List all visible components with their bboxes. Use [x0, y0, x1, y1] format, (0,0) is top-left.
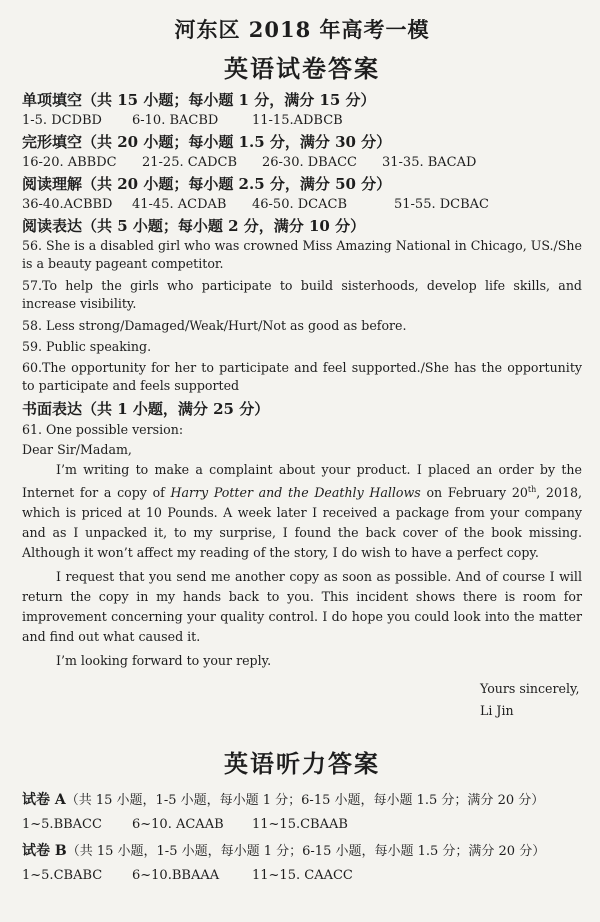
- answer-group: 31-35. BACAD: [382, 155, 477, 170]
- page-title: 河东区 2018 年高考一模: [174, 17, 430, 42]
- paper-a-rule: （共 15 小题，1-5 小题，每小题 1 分；6-15 小题，每小题 1.5 分；满分 20 分）: [65, 793, 545, 809]
- writing-section: [22, 399, 582, 721]
- reading-expression-section: [22, 216, 582, 395]
- single-choice-answers: [22, 111, 582, 131]
- paper-b-answers: [22, 865, 582, 887]
- reading-answers: [22, 195, 582, 215]
- paper-a-answers: [22, 814, 582, 836]
- letter-closing: Yours sincerely,: [480, 681, 580, 697]
- single-choice-section: [22, 90, 582, 131]
- answer-group: 41-45. ACDAB: [132, 197, 227, 212]
- book-title: Harry Potter and the Deathly Hallows: [170, 485, 421, 501]
- answer-group: 26-30. DBACC: [262, 155, 357, 170]
- answer-item-59: 59. Public speaking.: [22, 339, 152, 354]
- answer-group: 1~5.CBABC: [22, 868, 103, 884]
- letter-text: I’m writing to make a complaint about your product. I placed an order by the Internet for a copy of: [22, 462, 582, 501]
- answer-group: 6~10. ACAAB: [132, 817, 224, 833]
- paper-a-label: 试卷 A: [22, 792, 66, 809]
- answer-group: 6-10. BACBD: [132, 113, 219, 128]
- single-choice-heading: 单项填空（共 15 小题；每小题 1 分，满分 15 分）: [22, 91, 376, 109]
- answer-item-60: 60.The opportunity for her to participate and feel supported./She has the opportunity to participate and feels supported: [22, 360, 582, 393]
- writing-intro: 61. One possible version:: [22, 422, 184, 437]
- paper-b-rule: （共 15 小题，1-5 小题，每小题 1 分；6-15 小题，每小题 1.5 分；满分 20 分）: [66, 844, 546, 860]
- answer-group: 11~15. CAACC: [252, 868, 353, 884]
- answer-group: 11~15.CBAAB: [252, 817, 348, 833]
- page-subtitle: 英语试卷答案: [224, 54, 380, 83]
- paper-b-heading: [22, 840, 582, 863]
- cloze-answers: [22, 153, 582, 173]
- answer-item-56: 56. She is a disabled girl who was crowned Miss Amazing National in Chicago, US./She is a beauty pageant competitor.: [22, 238, 582, 271]
- reading-expression-heading: 阅读表达（共 5 小题；每小题 2 分，满分 10 分）: [22, 217, 366, 235]
- answer-group: 1~5.BBACC: [22, 817, 102, 833]
- letter-text: , 2018, which is priced at 10 Pounds. A week later I received a package from your company and as I unpacked it, to my surprise, I found the back cover of the book missing. Although it won’t affect my reading of the story, I do wish to have a perfect copy.: [22, 485, 582, 561]
- answer-group: 46-50. DCACB: [252, 197, 347, 212]
- listening-section: [22, 747, 582, 887]
- answer-group: 6~10.BBAAA: [132, 868, 220, 884]
- writing-heading: 书面表达（共 1 小题，满分 25 分）: [22, 400, 270, 418]
- answer-group: 51-55. DCBAC: [394, 197, 489, 212]
- answer-group: 1-5. DCDBD: [22, 113, 102, 128]
- paper-b-label: 试卷 B: [22, 843, 67, 860]
- letter-salutation: Dear Sir/Madam,: [22, 442, 132, 457]
- listening-title: 英语听力答案: [224, 749, 380, 779]
- answer-group: 21-25. CADCB: [142, 155, 237, 170]
- answer-group: 11-15.ADBCB: [252, 113, 343, 128]
- letter-text: on February 20: [420, 485, 528, 501]
- letter-paragraph-1: [22, 460, 582, 563]
- answer-group: 36-40.ACBBD: [22, 197, 113, 212]
- cloze-heading: 完形填空（共 20 小题；每小题 1.5 分，满分 30 分）: [22, 133, 392, 151]
- reading-section: [22, 174, 582, 215]
- letter-paragraph-2: I request that you send me another copy as soon as possible. And of course I will return the copy in my hands back to you. This incident shows there is room for improvement concerning your quality control. I do hope you could look into the matter and find out what caused it.: [22, 569, 582, 645]
- date-suffix: th: [527, 485, 537, 494]
- cloze-section: [22, 132, 582, 173]
- answer-item-57: 57.To help the girls who participate to build sisterhoods, develop life skills, and increase visibility.: [22, 278, 582, 311]
- answer-group: 16-20. ABBDC: [22, 155, 117, 170]
- letter-signature: Li Jin: [480, 703, 514, 719]
- answer-item-58: 58. Less strong/Damaged/Weak/Hurt/Not as good as before.: [22, 318, 407, 333]
- reading-heading: 阅读理解（共 20 小题；每小题 2.5 分，满分 50 分）: [22, 175, 392, 193]
- letter-paragraph-3: I’m looking forward to your reply.: [56, 653, 272, 669]
- paper-a-heading: [22, 789, 582, 812]
